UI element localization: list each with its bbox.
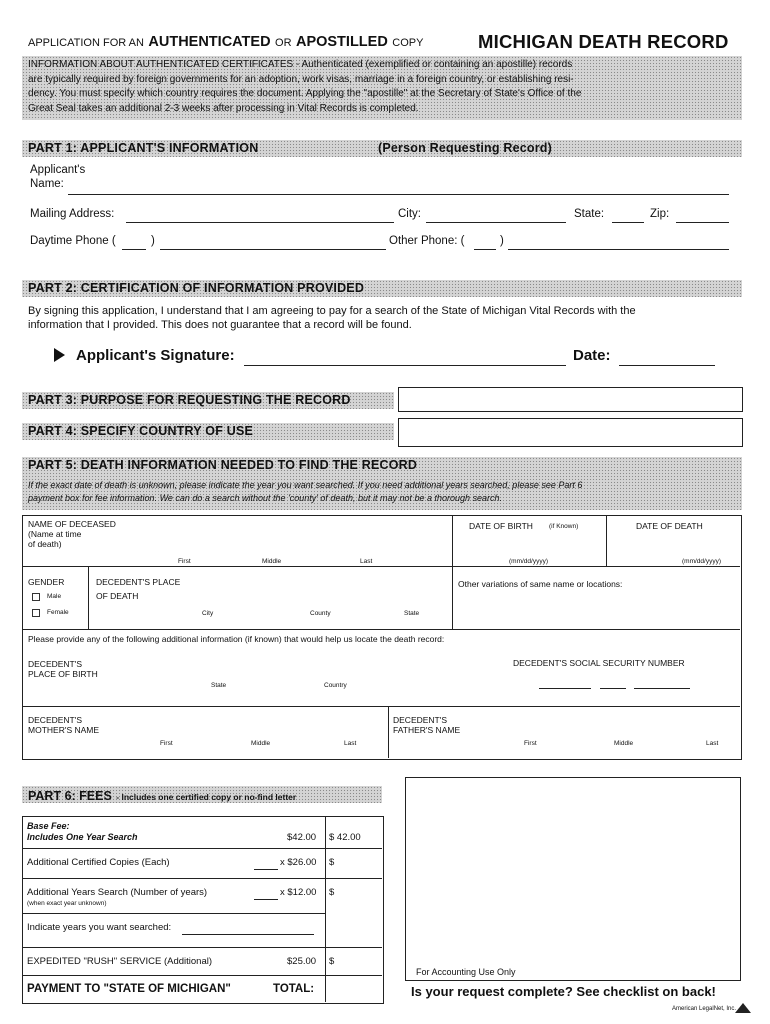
mother-label-1: DECEDENT'S (28, 715, 83, 725)
divider (22, 629, 740, 630)
footer-logo: American LegalNet, Inc. (672, 1006, 737, 1012)
rush-price: $25.00 (287, 956, 317, 967)
copies-qty-field[interactable] (254, 869, 278, 870)
part1-title: PART 1: APPLICANT'S INFORMATION (28, 141, 259, 155)
arrow-icon (54, 348, 65, 362)
name-deceased-label-3: of death) (28, 539, 62, 549)
divider (22, 947, 382, 948)
info-line-3: dency. You must specify which country requires the document. Applying the "apostille" at the Secretary of State's Office of the (28, 88, 582, 99)
dob-if-known: (if Known) (549, 523, 579, 530)
accounting-box (405, 777, 741, 981)
base-fee-label-1: Base Fee: (27, 821, 70, 831)
form-title: MICHIGAN DEATH RECORD (478, 31, 729, 52)
divider (606, 515, 607, 566)
mother-middle-label: Middle (251, 740, 271, 747)
years-price: x $12.00 (280, 887, 317, 898)
mother-last-label: Last (344, 740, 357, 747)
part3-title: PART 3: PURPOSE FOR REQUESTING THE RECORD (28, 393, 351, 407)
deceased-last-label: Last (360, 558, 373, 565)
name-deceased-label-2: (Name at time (28, 529, 82, 539)
header-copy: COPY (392, 37, 424, 49)
birth-country-label: Country (324, 682, 347, 689)
copies-label: Additional Certified Copies (Each) (27, 857, 170, 868)
additional-info-text: Please provide any of the following additional information (if known) that would help us locate the death record: (28, 634, 445, 644)
info-line-1: INFORMATION ABOUT AUTHENTICATED CERTIFICATES - Authenticated (exemplified or containing an apostille) records (28, 59, 573, 70)
applicant-name-label-2: Name: (30, 178, 64, 190)
certification-text-2: information that I provided. This does not guarantee that a record will be found. (28, 319, 412, 331)
birth-place-label-1: DECEDENT'S (28, 659, 83, 669)
divider (22, 706, 740, 707)
purpose-field[interactable] (398, 387, 743, 412)
ssn-label: DECEDENT'S SOCIAL SECURITY NUMBER (513, 658, 685, 668)
rush-dollar: $ (329, 956, 335, 967)
base-fee-total: $ 42.00 (329, 832, 361, 843)
applicant-name-field[interactable] (68, 194, 729, 195)
ssn-field-2[interactable] (600, 688, 626, 689)
years-label: Additional Years Search (Number of years) (27, 887, 208, 898)
part6-title: PART 6: FEES (28, 789, 112, 803)
mother-first-label: First (160, 740, 173, 747)
checklist-text: Is your request complete? See checklist on back! (411, 984, 716, 999)
info-text (28, 58, 581, 116)
father-first-label: First (524, 740, 537, 747)
death-state-label: State (404, 610, 420, 617)
father-middle-label: Middle (614, 740, 634, 747)
dod-format: (mm/dd/yyyy) (682, 558, 721, 565)
copies-price: x $26.00 (280, 857, 317, 868)
ssn-field-3[interactable] (634, 688, 690, 689)
part6-subtitle: - Includes one certified copy or no-find letter (116, 792, 297, 802)
father-label-1: DECEDENT'S (393, 715, 448, 725)
female-checkbox[interactable] (32, 609, 40, 617)
base-fee-price: $42.00 (287, 832, 317, 843)
part5-note-1: If the exact date of death is unknown, please indicate the year you want searched. If you need additional years searched, please see Part 6 (28, 480, 583, 490)
header-authenticated: AUTHENTICATED (148, 34, 271, 50)
divider (452, 515, 453, 629)
daytime-phone-label: Daytime Phone ( (30, 235, 116, 247)
divider (388, 706, 389, 758)
death-city-label: City (202, 610, 214, 617)
form-header (28, 33, 423, 51)
state-label: State: (574, 208, 605, 220)
mailing-address-label: Mailing Address: (30, 208, 115, 220)
total-label: TOTAL: (273, 983, 315, 995)
city-label: City: (398, 208, 421, 220)
header-or: OR (275, 37, 292, 49)
divider (22, 913, 325, 914)
mother-label-2: MOTHER'S NAME (28, 725, 100, 735)
zip-label: Zip: (650, 208, 670, 220)
male-label: Male (47, 593, 62, 600)
birth-place-label-2: PLACE OF BIRTH (28, 669, 98, 679)
gender-label: GENDER (28, 577, 65, 587)
signature-label: Applicant's Signature: (76, 347, 235, 364)
male-checkbox[interactable] (32, 593, 40, 601)
years-qty-field[interactable] (254, 899, 278, 900)
years-note: (when exact year unknown) (27, 900, 107, 907)
indicate-years-label: Indicate years you want searched: (27, 922, 172, 933)
rush-label: EXPEDITED "RUSH" SERVICE (Additional) (27, 956, 213, 967)
place-death-label-1: DECEDENT'S PLACE (96, 577, 181, 587)
other-phone-area-field[interactable] (474, 249, 496, 250)
country-of-use-field[interactable] (398, 418, 743, 447)
header-apostilled: APOSTILLED (295, 34, 388, 50)
dob-format: (mm/dd/yyyy) (509, 558, 548, 565)
dob-label: DATE OF BIRTH (469, 521, 533, 531)
other-phone-label: Other Phone: ( (389, 235, 465, 247)
part1-subtitle: (Person Requesting Record) (378, 141, 552, 155)
payment-label: PAYMENT TO "STATE OF MICHIGAN" (27, 983, 231, 995)
signature-field[interactable] (244, 365, 566, 366)
divider (22, 566, 740, 567)
daytime-phone-field[interactable] (160, 249, 386, 250)
state-field[interactable] (612, 222, 644, 223)
place-death-label-2: OF DEATH (96, 591, 139, 601)
variations-label: Other variations of same name or locations: (458, 579, 623, 589)
other-phone-close: ) (500, 235, 504, 247)
divider (88, 566, 89, 629)
header-prefix: APPLICATION FOR AN (28, 37, 144, 49)
part5-title: PART 5: DEATH INFORMATION NEEDED TO FIND THE RECORD (28, 458, 418, 472)
female-label: Female (47, 609, 69, 616)
info-line-2: are typically required by foreign governments for an adoption, work visas, marriage in a foreign country, or establishing resi- (28, 73, 574, 85)
father-last-label: Last (706, 740, 719, 747)
divider (22, 975, 382, 976)
applicant-name-label-1: Applicant's (30, 164, 86, 176)
part6-title-block (28, 787, 296, 805)
daytime-phone-area-field[interactable] (122, 249, 146, 250)
dod-label: DATE OF DEATH (636, 521, 703, 531)
zip-field[interactable] (676, 222, 729, 223)
info-line-4: Great Seal takes an additional 2-3 weeks after processing in Vital Records is completed. (28, 102, 419, 114)
deceased-middle-label: Middle (262, 558, 282, 565)
copies-dollar: $ (329, 857, 335, 868)
city-field[interactable] (426, 222, 566, 223)
name-deceased-label-1: NAME OF DECEASED (28, 519, 116, 529)
indicate-years-field[interactable] (182, 934, 314, 935)
part2-title: PART 2: CERTIFICATION OF INFORMATION PROVIDED (28, 281, 365, 295)
daytime-phone-close: ) (151, 235, 155, 247)
other-phone-field[interactable] (508, 249, 729, 250)
years-dollar: $ (329, 887, 335, 898)
signature-date-field[interactable] (619, 365, 715, 366)
divider (22, 878, 382, 879)
base-fee-label-2: Includes One Year Search (27, 832, 138, 842)
part5-note-2: payment box for fee information. We can do a search without the 'county' of death, but it may not be a thorough search. (28, 493, 503, 503)
birth-state-label: State (211, 682, 227, 689)
logo-icon (735, 1003, 751, 1013)
certification-text-1: By signing this application, I understand that I am agreeing to pay for a search of the State of Michigan Vital Records with the (28, 305, 636, 317)
ssn-field-1[interactable] (539, 688, 591, 689)
divider (22, 848, 382, 849)
father-label-2: FATHER'S NAME (393, 725, 461, 735)
signature-date-label: Date: (573, 347, 611, 364)
accounting-label: For Accounting Use Only (416, 967, 516, 977)
death-county-label: County (310, 610, 331, 617)
mailing-address-field[interactable] (126, 222, 394, 223)
part4-title: PART 4: SPECIFY COUNTRY OF USE (28, 424, 254, 438)
deceased-first-label: First (178, 558, 191, 565)
